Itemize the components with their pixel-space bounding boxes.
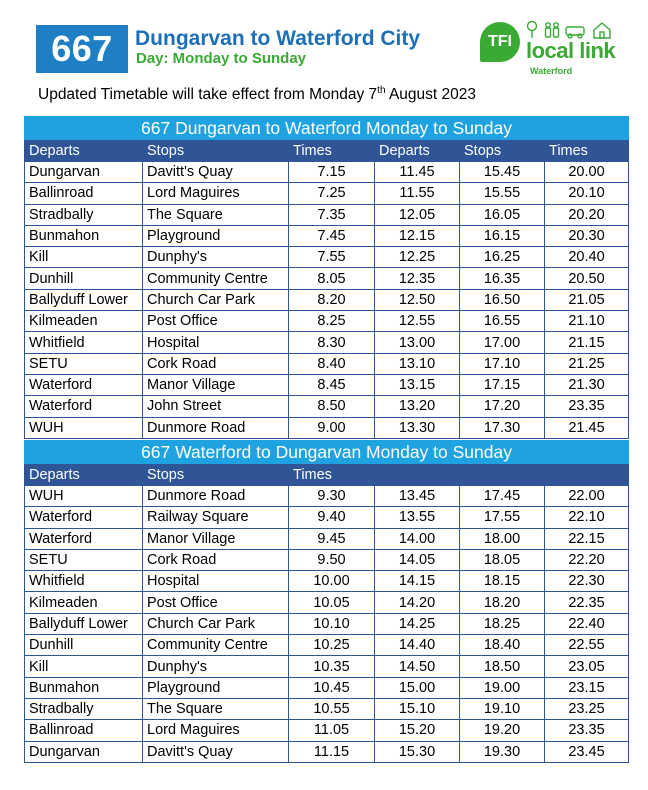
time-cell: 7.35 [289,204,375,225]
tfi-logo-mark: TFI [480,22,520,62]
time-cell: 8.40 [289,353,375,374]
time-cell: 7.25 [289,183,375,204]
departs-cell: Kilmeaden [25,311,143,332]
outbound-banner: 667 Dungarvan to Waterford Monday to Sunday [25,117,629,140]
logo-region: Waterford [530,66,573,76]
table-row [25,656,629,677]
table-row [25,635,629,656]
time-cell: 13.45 [375,486,460,507]
table-row [25,720,629,741]
time-cell: 10.35 [289,656,375,677]
time-cell: 8.30 [289,332,375,353]
time-cell: 9.50 [289,549,375,570]
departs-cell: Whitfield [25,571,143,592]
time-cell: 8.45 [289,374,375,395]
time-cell: 15.45 [460,162,545,183]
stop-cell: Dunmore Road [143,486,289,507]
time-cell: 19.10 [460,698,545,719]
table-row [25,332,629,353]
stop-cell: Church Car Park [143,613,289,634]
inbound-header-row [25,464,629,486]
route-days: Day: Monday to Sunday [136,50,307,67]
departs-cell: Ballinroad [25,183,143,204]
stop-cell: Post Office [143,311,289,332]
time-cell: 13.30 [375,417,460,438]
time-cell: 15.55 [460,183,545,204]
table-row [25,592,629,613]
route-title: Dungarvan to Waterford City [135,27,421,50]
departs-cell: Kilmeaden [25,592,143,613]
departs-cell: Dungarvan [25,741,143,762]
stop-cell: Dunmore Road [143,417,289,438]
column-header: Stops [143,140,289,162]
time-cell: 16.15 [460,225,545,246]
stop-cell: Post Office [143,592,289,613]
departs-cell: Waterford [25,507,143,528]
time-cell: 18.15 [460,571,545,592]
table-row [25,247,629,268]
time-cell: 10.25 [289,635,375,656]
table-row [25,507,629,528]
stop-cell: Hospital [143,571,289,592]
table-row [25,353,629,374]
route-number-badge: 667 [36,25,128,73]
time-cell: 10.55 [289,698,375,719]
effective-date-note: Updated Timetable will take effect from Monday 7th August 2023 [38,84,477,103]
time-cell: 23.05 [545,656,629,677]
table-row [25,613,629,634]
table-row [25,571,629,592]
time-cell: 18.05 [460,549,545,570]
time-cell: 17.30 [460,417,545,438]
table-row [25,268,629,289]
time-cell: 22.15 [545,528,629,549]
tfi-local-link-logo [480,18,620,80]
time-cell: 14.40 [375,635,460,656]
stop-cell: Davitt's Quay [143,741,289,762]
column-header: Stops [460,140,545,162]
time-cell: 12.35 [375,268,460,289]
time-cell: 17.20 [460,396,545,417]
time-cell: 15.20 [375,720,460,741]
time-cell: 14.25 [375,613,460,634]
time-cell: 13.00 [375,332,460,353]
time-cell: 23.15 [545,677,629,698]
stop-cell: Hospital [143,332,289,353]
departs-cell: Kill [25,247,143,268]
time-cell: 21.05 [545,289,629,310]
time-cell: 18.00 [460,528,545,549]
time-cell: 18.50 [460,656,545,677]
time-cell: 11.55 [375,183,460,204]
stop-cell: The Square [143,698,289,719]
inbound-banner: 667 Waterford to Dungarvan Monday to Sunday [25,441,629,464]
community-icons [526,20,618,40]
time-cell: 22.10 [545,507,629,528]
column-header: Departs [375,140,460,162]
table-row [25,225,629,246]
departs-cell: WUH [25,417,143,438]
stop-cell: Railway Square [143,507,289,528]
table-row [25,698,629,719]
time-cell: 20.10 [545,183,629,204]
time-cell: 22.30 [545,571,629,592]
time-cell: 13.20 [375,396,460,417]
table-row [25,311,629,332]
time-cell: 10.05 [289,592,375,613]
time-cell: 21.25 [545,353,629,374]
stop-cell: Community Centre [143,635,289,656]
column-header: Departs [25,140,143,162]
time-cell: 15.00 [375,677,460,698]
departs-cell: Whitfield [25,332,143,353]
departs-cell: Dunhill [25,268,143,289]
time-cell: 16.55 [460,311,545,332]
stop-cell: Lord Maguires [143,720,289,741]
time-cell: 21.10 [545,311,629,332]
time-cell: 8.20 [289,289,375,310]
time-cell: 18.20 [460,592,545,613]
time-cell: 14.05 [375,549,460,570]
time-cell: 19.20 [460,720,545,741]
departs-cell: SETU [25,353,143,374]
departs-cell: Ballyduff Lower [25,289,143,310]
time-cell: 17.15 [460,374,545,395]
time-cell: 17.10 [460,353,545,374]
stop-cell: Dunphy's [143,247,289,268]
stop-cell: Playground [143,677,289,698]
time-cell: 12.15 [375,225,460,246]
time-cell: 21.15 [545,332,629,353]
inbound-timetable [24,440,629,763]
time-cell: 9.40 [289,507,375,528]
time-cell: 13.15 [375,374,460,395]
departs-cell: Bunmahon [25,225,143,246]
column-header: Times [289,140,375,162]
time-cell: 7.15 [289,162,375,183]
table-row [25,204,629,225]
departs-cell: Waterford [25,374,143,395]
time-cell: 18.25 [460,613,545,634]
time-cell: 17.55 [460,507,545,528]
time-cell: 18.40 [460,635,545,656]
departs-cell: Ballyduff Lower [25,613,143,634]
time-cell: 23.45 [545,741,629,762]
column-header: Times [289,464,375,486]
time-cell: 22.55 [545,635,629,656]
time-cell: 10.10 [289,613,375,634]
time-cell: 15.30 [375,741,460,762]
table-row [25,741,629,762]
departs-cell: Waterford [25,528,143,549]
stop-cell: Community Centre [143,268,289,289]
table-row [25,486,629,507]
column-header: Departs [25,464,143,486]
departs-cell: Ballinroad [25,720,143,741]
time-cell: 20.50 [545,268,629,289]
departs-cell: SETU [25,549,143,570]
time-cell: 23.35 [545,720,629,741]
outbound-header-row [25,140,629,162]
table-row [25,549,629,570]
column-header: Stops [143,464,289,486]
time-cell: 12.05 [375,204,460,225]
table-row [25,289,629,310]
local-link-wordmark: local link [526,38,616,63]
time-cell: 16.35 [460,268,545,289]
time-cell: 14.00 [375,528,460,549]
time-cell: 17.00 [460,332,545,353]
departs-cell: Bunmahon [25,677,143,698]
time-cell: 19.30 [460,741,545,762]
time-cell: 21.30 [545,374,629,395]
time-cell: 11.15 [289,741,375,762]
departs-cell: WUH [25,486,143,507]
time-cell: 14.15 [375,571,460,592]
time-cell: 20.40 [545,247,629,268]
time-cell: 10.45 [289,677,375,698]
time-cell: 9.45 [289,528,375,549]
time-cell: 16.05 [460,204,545,225]
time-cell: 20.20 [545,204,629,225]
time-cell: 13.10 [375,353,460,374]
time-cell: 10.00 [289,571,375,592]
stop-cell: Playground [143,225,289,246]
table-row [25,396,629,417]
time-cell: 7.45 [289,225,375,246]
time-cell: 15.10 [375,698,460,719]
stop-cell: Manor Village [143,528,289,549]
time-cell: 22.40 [545,613,629,634]
departs-cell: Dungarvan [25,162,143,183]
departs-cell: Stradbally [25,204,143,225]
stop-cell: John Street [143,396,289,417]
time-cell: 12.50 [375,289,460,310]
departs-cell: Dunhill [25,635,143,656]
outbound-timetable [24,116,629,439]
time-cell: 12.25 [375,247,460,268]
departs-cell: Stradbally [25,698,143,719]
time-cell: 7.55 [289,247,375,268]
column-header: Times [545,140,629,162]
departs-cell: Waterford [25,396,143,417]
time-cell: 23.25 [545,698,629,719]
stop-cell: Manor Village [143,374,289,395]
time-cell: 9.30 [289,486,375,507]
time-cell: 8.50 [289,396,375,417]
time-cell: 20.30 [545,225,629,246]
time-cell: 23.35 [545,396,629,417]
time-cell: 9.00 [289,417,375,438]
time-cell: 11.05 [289,720,375,741]
time-cell: 8.05 [289,268,375,289]
stop-cell: Cork Road [143,549,289,570]
stop-cell: Cork Road [143,353,289,374]
stop-cell: Lord Maguires [143,183,289,204]
table-row [25,162,629,183]
table-row [25,677,629,698]
stop-cell: Dunphy's [143,656,289,677]
stop-cell: The Square [143,204,289,225]
time-cell: 14.20 [375,592,460,613]
stop-cell: Church Car Park [143,289,289,310]
departs-cell: Kill [25,656,143,677]
time-cell: 14.50 [375,656,460,677]
time-cell: 21.45 [545,417,629,438]
table-row [25,528,629,549]
time-cell: 19.00 [460,677,545,698]
time-cell: 20.00 [545,162,629,183]
time-cell: 11.45 [375,162,460,183]
table-row [25,183,629,204]
time-cell: 12.55 [375,311,460,332]
time-cell: 22.00 [545,486,629,507]
time-cell: 16.50 [460,289,545,310]
time-cell: 17.45 [460,486,545,507]
time-cell: 8.25 [289,311,375,332]
table-row [25,374,629,395]
table-row [25,417,629,438]
time-cell: 16.25 [460,247,545,268]
time-cell: 22.35 [545,592,629,613]
time-cell: 22.20 [545,549,629,570]
stop-cell: Davitt's Quay [143,162,289,183]
time-cell: 13.55 [375,507,460,528]
